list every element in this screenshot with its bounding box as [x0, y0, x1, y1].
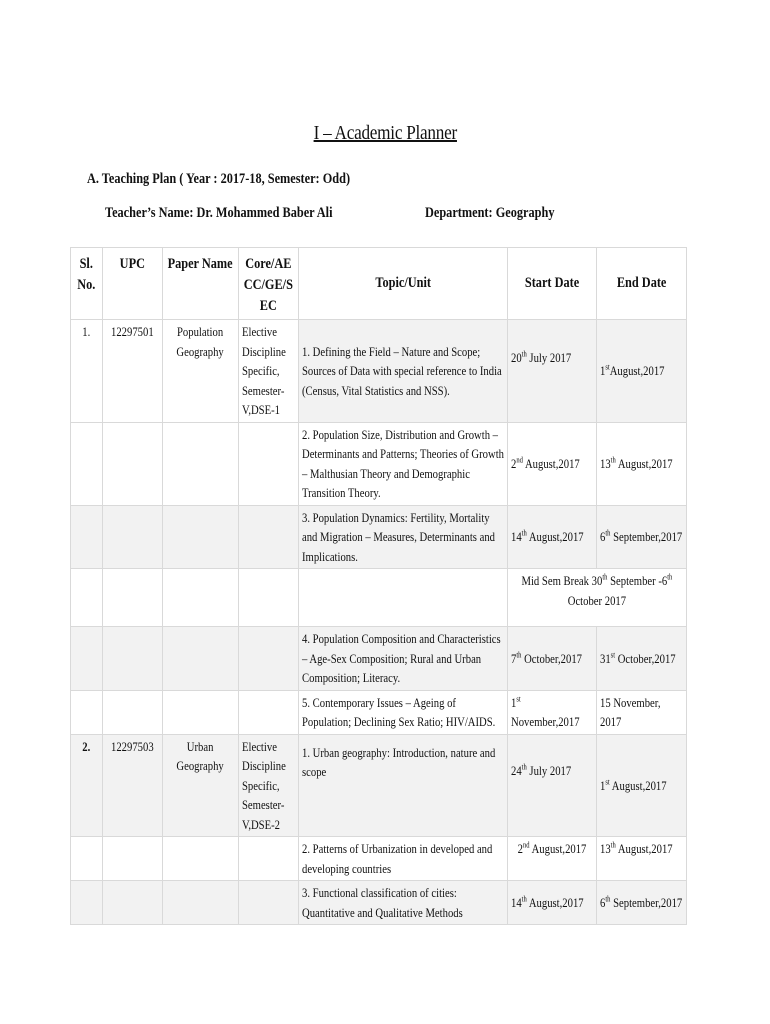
cell-topic: 2. Patterns of Urbanization in developed and developing countries [299, 837, 508, 881]
page-title: I – Academic Planner [313, 122, 457, 144]
cell-start-date: 7th October,2017 [508, 627, 597, 691]
cell-topic: 4. Population Composition and Characteristics – Age-Sex Composition; Rural and Urban Composition; Literacy. [299, 627, 508, 691]
header-start: Start Date [508, 248, 597, 320]
header-sl: Sl. No. [71, 248, 103, 320]
header-upc: UPC [103, 248, 163, 320]
cell-start-date: 2nd August,2017 [508, 422, 597, 505]
cell-start-date: 24th July 2017 [508, 734, 597, 837]
cell-end-date: 6th September,2017 [597, 505, 687, 569]
department-name: Department: Geography [425, 205, 555, 221]
cell-upc: 12297503 [103, 734, 163, 837]
header-end: End Date [597, 248, 687, 320]
cell-topic: 1. Urban geography: Introduction, nature and scope [299, 734, 508, 837]
table-row [71, 569, 687, 627]
table-row [71, 881, 687, 925]
cell-end-date: 31st October,2017 [597, 627, 687, 691]
cell-core: Elective Discipline Specific, Semester-V,DSE-1 [239, 320, 299, 423]
header-core: Core/AE CC/GE/S EC [239, 248, 299, 320]
cell-start-date: 20th July 2017 [508, 320, 597, 423]
table-row [71, 837, 687, 881]
cell-topic: 3. Population Dynamics: Fertility, Mortality and Migration – Measures, Determinants and Implications. [299, 505, 508, 569]
table-row [71, 734, 687, 837]
teaching-plan-heading: A. Teaching Plan ( Year : 2017-18, Semester: Odd) [87, 171, 351, 187]
teacher-name: Teacher’s Name: Dr. Mohammed Baber Ali [105, 205, 333, 221]
table-row [71, 505, 687, 569]
header-paper: Paper Name [163, 248, 239, 320]
header-topic: Topic/Unit [299, 248, 508, 320]
cell-paper: Population Geography [163, 320, 239, 423]
cell-end-date: 6th September,2017 [597, 881, 687, 925]
cell-end-date: 13th August,2017 [597, 837, 687, 881]
table-row [71, 690, 687, 734]
cell-topic: 3. Functional classification of cities: Quantitative and Qualitative Methods [299, 881, 508, 925]
cell-end-date: 13th August,2017 [597, 422, 687, 505]
cell-mid-sem-break: Mid Sem Break 30th September -6th October 2017 [508, 569, 687, 627]
header-row [71, 248, 687, 320]
cell-end-date: 1st August,2017 [597, 734, 687, 837]
cell-end-date: 15 November, 2017 [597, 690, 687, 734]
cell-upc: 12297501 [103, 320, 163, 423]
planner-table [70, 247, 687, 925]
table-row [71, 320, 687, 423]
cell-topic: 2. Population Size, Distribution and Growth – Determinants and Patterns; Theories of Growth – Malthusian Theory and Demographic Transition Theory. [299, 422, 508, 505]
cell-end-date: 1stAugust,2017 [597, 320, 687, 423]
cell-start-date: 14th August,2017 [508, 881, 597, 925]
table-row [71, 422, 687, 505]
cell-topic: 1. Defining the Field – Nature and Scope; Sources of Data with special reference to India (Census, Vital Statistics and NSS). [299, 320, 508, 423]
cell-sl: 2. [71, 734, 103, 837]
cell-paper: Urban Geography [163, 734, 239, 837]
cell-topic: 5. Contemporary Issues – Ageing of Population; Declining Sex Ratio; HIV/AIDS. [299, 690, 508, 734]
cell-core: Elective Discipline Specific, Semester-V,DSE-2 [239, 734, 299, 837]
cell-start-date: 2nd August,2017 [508, 837, 597, 881]
cell-sl: 1. [71, 320, 103, 423]
table-row [71, 627, 687, 691]
cell-start-date: 14th August,2017 [508, 505, 597, 569]
cell-start-date: 1st November,2017 [508, 690, 597, 734]
